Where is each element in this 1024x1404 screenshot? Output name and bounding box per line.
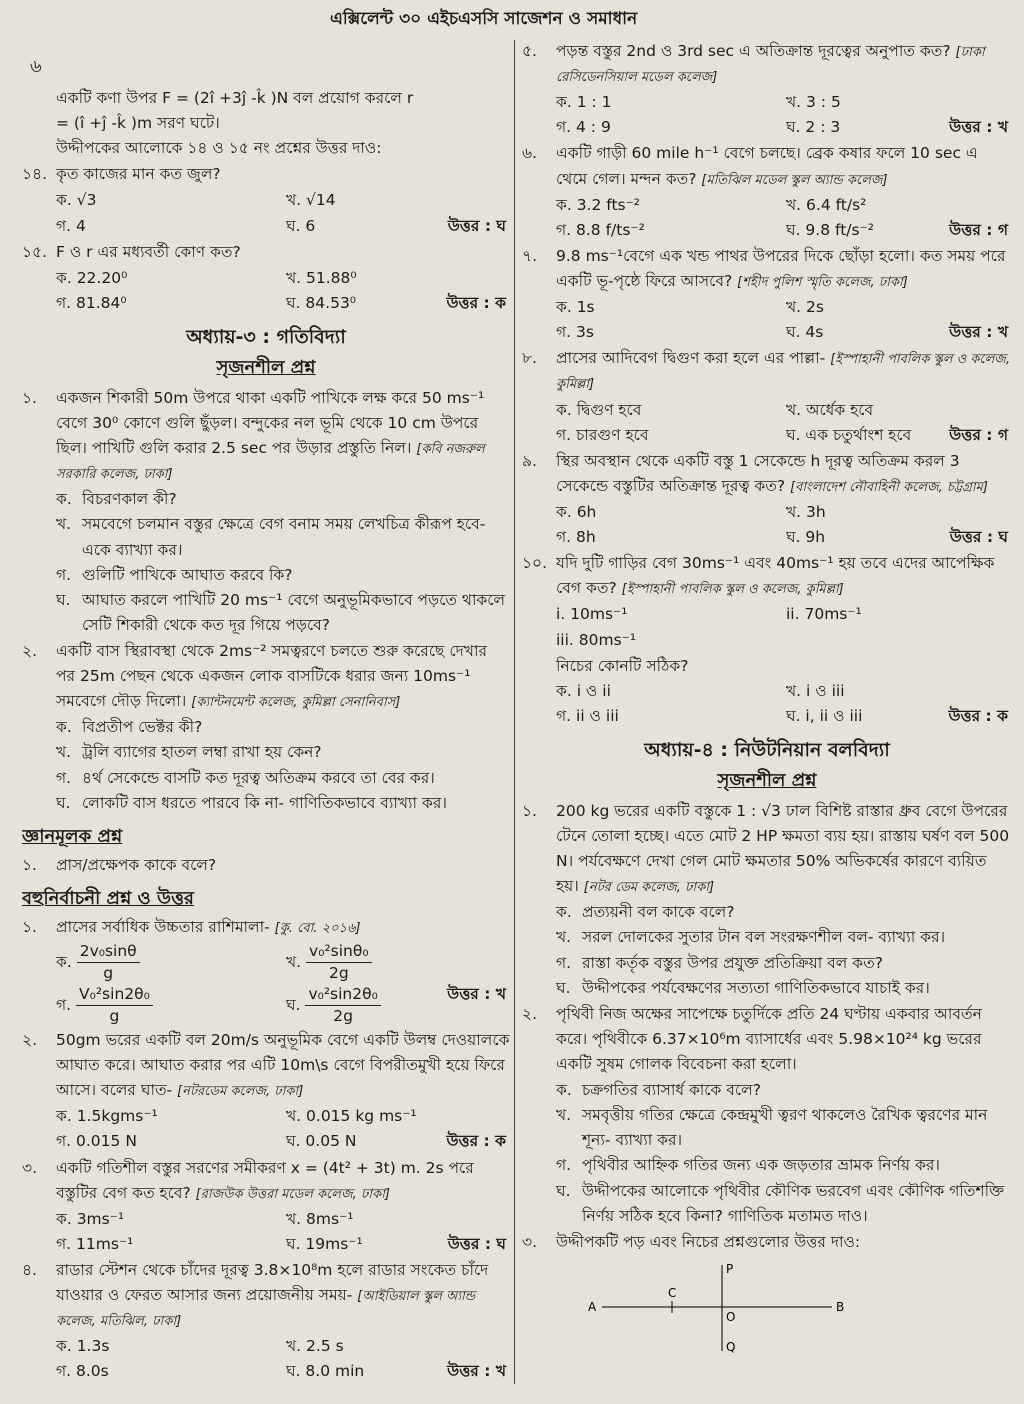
question-text: কৃত কাজের মান কত জুল? [56,165,221,184]
option-d: ঘ. 19ms⁻¹ [286,1234,363,1253]
options-mcq-5 [522,90,1012,140]
option-b: খ. i ও iii [786,681,845,700]
sub-text: সরল দোলকের সুতার টান বল সংরক্ষণশীল বল- ব্যাখ্যা কর। [582,928,946,947]
knowledge-heading: জ্ঞানমূলক প্রশ্ন [22,825,123,847]
sub-label: ঘ. [56,793,71,812]
answer: উত্তর : ক [948,706,1008,725]
sub-label: ক. [56,490,72,509]
question-text: একটি বাস স্থিরাবস্থা থেকে 2ms⁻² সমত্বরণে চলতে শুরু করেছে দেখার পর 25m পেছন থেকে একজন লোক বাসটিকে ধরার জন্য 10ms⁻¹ সমবেগে দৌড় দিলো। [56,642,488,711]
question-text: পড়ন্ত বস্তুর 2nd ও 3rd sec এ অতিক্রান্ত দূরত্বের অনুপাত কত? [556,42,951,60]
question-number: ১০. [522,554,548,573]
answer: উত্তর : ঘ [447,216,506,235]
source: [মতিঝিল মডেল স্কুল অ্যান্ড কলেজ] [701,172,888,188]
label-p: P [726,1261,734,1276]
source: [বাংলাদেশ নৌবাহিনী কলেজ, চট্টগ্রাম] [790,479,988,495]
section-heading: সৃজনশীল প্রশ্ন [216,356,316,378]
question-number: ৬. [522,144,538,163]
label-q: Q [726,1339,736,1354]
source: [ক্যান্টনমেন্ট কলেজ, কুমিল্লা সেনানিবাস] [191,695,401,711]
option-d: ঘ. 9.8 ft/s⁻² [786,220,874,239]
sub-question [22,487,510,512]
option-b: খ. 0.015 kg ms⁻¹ [286,1107,417,1126]
source: [ঢাকা রেসিডেনসিয়াল মডেল কলেজ] [556,45,985,86]
option-b: খ. 51.88⁰ [286,268,357,287]
mcq-8 [522,346,1012,396]
sub-question [522,925,1012,950]
option-d: ঘ. এক চতুর্থাংশ হবে [786,425,912,444]
question-number: ২. [522,1004,538,1023]
creative-question-1 [22,386,510,486]
mcq-3 [22,1156,510,1206]
question-15 [22,240,510,265]
axis-diagram [582,1259,1012,1363]
question-text: একটি গতিশীল বস্তুর সরণের সমীকরণ x = (4t² + 3t) m. 2s পরে বস্তুটির বেগ কত হবে? [56,1158,474,1202]
label-o: O [726,1309,736,1324]
sub-question [22,791,510,816]
stimulus [22,86,510,161]
options-mcq-4 [22,1334,510,1384]
answer: উত্তর : ক [446,1132,506,1151]
option-a: ক. 6h [556,502,597,521]
label-b: B [836,1299,845,1314]
sub-text: রাস্তা কর্তৃক বস্তুর উপর প্রযুক্ত প্রতিক্রিয়া বল কত? [582,953,883,972]
option-a: ক. 1s [556,298,595,317]
options-mcq-9 [522,500,1012,550]
mcq-9 [522,449,1012,499]
source: [কু. বো. ২০১৬] [274,921,361,937]
option-c: গ. 0.015 N [56,1132,137,1151]
question-number: ১. [22,855,37,874]
source: [কবি নজরুল সরকারি কলেজ, ঢাকা] [56,442,485,483]
statement-iii: iii. 80ms⁻¹ [556,630,637,649]
question-text: F ও r এর মধ্যবর্তী কোণ কত? [56,242,241,261]
section-heading: সৃজনশীল প্রশ্ন [717,769,817,791]
sub-label: খ. [56,515,72,534]
sub-label: গ. [56,565,72,584]
option-b: খ. 3 : 5 [786,93,841,112]
option-b: খ. √14 [286,191,336,210]
stimulus-line-1: একটি কণা উপর F = (2î +3ĵ -k̂ )N বল প্রয়োগ করলে r [56,89,414,107]
option-d: ঘ. 6 [286,216,316,235]
statement-i: i. 10ms⁻¹ [556,605,628,624]
page-number: ৬ [30,56,42,77]
options-mcq-7 [522,295,1012,345]
creative-question-1 [522,799,1012,899]
option-c: গ. 8.0s [56,1362,109,1381]
option-a: ক. 3.2 fts⁻² [556,195,641,214]
answer: উত্তর : খ [949,323,1008,342]
options-mcq-8 [522,398,1012,448]
sub-question [522,1179,1012,1229]
sub-question [22,766,510,791]
sub-text: উদ্দীপকের আলোকে পৃথিবীর কৌণিক ভরবেগ এবং কৌণিক গতিশক্তি নির্ণয় সঠিক হবে কিনা? গাণিতিক মতামত দাও। [582,1181,1005,1225]
option-c: গ. 11ms⁻¹ [56,1234,134,1253]
sub-question [522,900,1012,925]
option-b: খ. অর্ধেক হবে [786,400,874,419]
sub-text: বিচরণকাল কী? [82,490,177,509]
sub-label: ঘ. [56,590,71,609]
source: [নটরডেম কলেজ, ঢাকা] [177,1084,304,1100]
option-b: খ. 8ms⁻¹ [286,1209,354,1228]
sub-label: খ. [56,743,72,762]
option-c: গ. 8.8 f/ts⁻² [556,220,645,239]
answer: উত্তর : খ [447,985,506,1004]
sub-text: বিপ্রতীপ ভেক্টর কী? [82,718,203,737]
question-number: ১. [22,918,37,937]
question-text: প্রাস/প্রক্ষেপক কাকে বলে? [56,855,217,874]
option-b: খ. 3h [786,502,826,521]
column-divider [514,40,515,1384]
question-number: ৩. [22,1158,38,1177]
creative-question-2 [522,1002,1012,1077]
sub-text: পৃথিবীর আহ্নিক গতির জন্য এক জড়তার ভ্রামক নির্ণয় কর। [582,1156,940,1175]
option-b: খ. 6.4 ft/s² [786,195,867,214]
sub-question [22,588,510,638]
answer: উত্তর : ঘ [447,1234,506,1253]
answer: উত্তর : ঘ [949,528,1008,547]
option-d: ঘ. 0.05 N [286,1132,357,1151]
sub-question [22,512,510,562]
mcq-10 [522,551,1012,601]
option-a: ক. √3 [56,191,97,210]
option-d: ঘ. i, ii ও iii [786,706,863,725]
mcq-heading: বহুনির্বাচনী প্রশ্ন ও উত্তর [22,888,194,910]
sub-label: ক. [56,718,72,737]
sub-question [522,1103,1012,1153]
option-a: ক. 22.20⁰ [56,268,128,287]
sub-text: আঘাত করলে পাখিটি 20 ms⁻¹ বেগে অনুভূমিকভাবে পড়তে থাকলে সেটি শিকারী থেকে কত দূর গিয়ে পড়বে? [82,590,506,634]
question-number: ৮. [522,349,537,368]
source: [শহীদ পুলিশ স্মৃতি কলেজ, ঢাকা] [737,274,908,290]
sub-label: খ. [556,928,572,947]
option-a: ক. 1.3s [56,1337,110,1356]
question-text: 9.8 ms⁻¹বেগে এক খন্ড পাথর উপরের দিকে ছোঁড়া হলো। কত সময় পরে একটি ভূ-পৃষ্ঠে ফিরে আসবে? [556,246,1006,290]
creative-question-3 [522,1230,1012,1255]
question-text: উদ্দীপকটি পড় এবং নিচের প্রশ্নগুলোর উত্তর দাও: [556,1232,861,1251]
source: [ইস্পাহানী পাবলিক স্কুল ও কলেজ, কুমিল্লা] [621,582,844,598]
source: [ইস্পাহানী পাবলিক স্কুল ও কলেজ, কুমিল্লা] [556,352,1011,393]
statements-mcq-10 [522,602,1012,652]
mcq-4 [22,1258,510,1333]
question-text: 50gm ভরের একটি বল 20m/s অনুভূমিক বেগে একটি উলম্ব দেওয়ালকে আঘাত করে। আঘাত করার পর এটি 10m\s বেগে বিপরীতমুখী হয়ে ফিরে আসে। বলের ঘাত- [56,1030,510,1100]
question-text: রাডার স্টেশন থেকে চাঁদের দূরত্ব 3.8×10⁸m হলে রাডার সংকেত চাঁদে যাওয়ার ও ফেরত আসার জন্য প্রয়োজনীয় সময়- [56,1260,489,1305]
question-number: ১. [22,388,37,407]
question-number: ৫. [522,42,537,60]
option-d: ঘ. 8.0 min [286,1362,365,1381]
option-d: ঘ. $\frac{\text{v₀²sin2θ₀}}{2g}$ [286,984,447,1027]
label-a: A [588,1299,597,1314]
chapter-heading: অধ্যায়-৪ : নিউটনিয়ান বলবিদ্যা [644,738,890,761]
sub-text: সমবেগে চলমান বস্তুর ক্ষেত্রে বেগ বনাম সময় লেখচিত্র কীরূপ হবে- একে ব্যাখ্যা কর। [82,515,486,559]
question-text: 200 kg ভরের একটি বস্তুকে 1 : √3 ঢাল বিশিষ্ট রাস্তার ধ্রুব বেগে উপরের টেনে তোলা হচ্ছে। এতে মোট 2 HP ক্ষমতা ব্যয় হয়। রাস্তায় ঘর্ষণ বল 500 N। পর্যবেক্ষণে দেখা গেল মোট ক্ষমতার 50% অভিকর্ষের কারণে ব্যয়িত হয়। [556,801,1010,896]
question-text: যদি দুটি গাড়ির বেগ 30ms⁻¹ এবং 40ms⁻¹ হয় তবে এদের আপেক্ষিক বেগ কত? [556,554,995,598]
sub-question [522,951,1012,976]
sub-label: গ. [556,1156,572,1175]
question-number: ২. [22,1030,38,1049]
question-text: স্থির অবস্থান থেকে একটি বস্তু 1 সেকেন্ডে h দূরত্ব অতিক্রম করল 3 সেকেন্ডে বস্তুটির অতিক্রান্ত দূরত্ব কত? [556,451,960,495]
option-c: গ. চারগুণ হবে [556,425,649,444]
option-a: ক. $\frac{\text{2v₀sinθ}}{g}$ [56,941,286,984]
sub-text: উদ্দীপকের পর্যবেক্ষণের সত্যতা গাণিতিকভাবে যাচাই কর। [582,978,930,997]
source: [রাজউক উত্তরা মডেল কলেজ, ঢাকা] [195,1186,390,1202]
diagram-svg [582,1259,862,1355]
option-c: গ. 3s [556,323,594,342]
option-c: গ. 4 [56,216,86,235]
option-c: গ. $\frac{\text{V₀²sin2θ₀}}{g}$ [56,984,286,1027]
options-mcq-2 [22,1104,510,1154]
sub-label: গ. [56,768,72,787]
page-header: এক্সিলেন্ট ৩০ এইচএসসি সাজেশন ও সমাধান [330,9,638,29]
sub-label: ঘ. [556,1181,571,1200]
answer: উত্তর : গ [949,425,1008,444]
sub-text: চক্রগতির ব্যাসার্ধ কাকে বলে? [582,1081,761,1100]
question-number: ৪. [22,1260,37,1279]
question-number: ৯. [522,451,537,470]
statement-ii: ii. 70ms⁻¹ [786,605,862,624]
mcq-5 [522,39,1012,89]
options-15 [22,266,510,316]
sub-question [22,563,510,588]
option-d: ঘ. 2 : 3 [786,118,841,137]
question-number: ৭. [522,246,538,265]
question-number: ২. [22,642,38,660]
sub-label: ক. [556,1081,572,1100]
chapter-heading: অধ্যায়-৩ : গতিবিদ্যা [186,325,346,348]
sub-label: গ. [556,953,572,972]
sub-label: ঘ. [556,978,571,997]
left-column [22,46,510,1394]
question-number: ১৪. [22,165,48,184]
sub-question [22,715,510,740]
question-number: ৩. [522,1232,538,1251]
question-number: ১৫. [22,242,48,261]
question-text: পৃথিবী নিজ অক্ষের সাপেক্ষে চতুর্দিকে প্রতি 24 ঘণ্টায় একবার আবর্তন করে। পৃথিবীকে 6.37×10⁶m ব্যাসার্ধের এবং 5.98×10²⁴ kg ভরের একটি সুষম গোলক বিবেচনা করা হলো। [556,1004,982,1073]
option-b: খ. 2s [786,298,824,317]
option-c: গ. 8h [556,528,596,547]
creative-question-2 [22,639,510,714]
option-a: ক. 1.5kgms⁻¹ [56,1107,158,1126]
option-b: খ. 2.5 s [286,1337,344,1356]
question-number: ১. [522,801,537,820]
knowledge-question-1 [22,853,510,878]
option-c: গ. 4 : 9 [556,118,611,137]
source: [আইডিয়াল স্কুল অ্যান্ড কলেজ, মতিঝিল, ঢাকা] [56,1289,476,1330]
answer: উত্তর : গ [949,220,1008,239]
option-a: ক. i ও ii [556,681,611,700]
sub-text: প্রত্যয়নী বল কাকে বলে? [582,903,735,922]
answer: উত্তর : খ [949,118,1008,137]
options-mcq-3 [22,1207,510,1257]
question-text: প্রাসের আদিবেগ দ্বিগুণ করা হলে এর পাল্লা- [556,349,826,368]
sub-question [522,976,1012,1001]
sub-text: ট্রলি ব্যাগের হাতল লম্বা রাখা হয় কেন? [82,743,322,762]
mcq-6 [522,141,1012,191]
option-d: ঘ. 84.53⁰ [286,293,357,312]
option-a: ক. 3ms⁻¹ [56,1209,125,1228]
sub-question [522,1078,1012,1103]
option-c: গ. 81.84⁰ [56,293,127,312]
label-c: C [668,1285,677,1300]
sub-text: লোকটি বাস ধরতে পারবে কি না- গাণিতিকভাবে ব্যাখ্যা কর। [82,793,447,812]
options-mcq-6 [522,193,1012,243]
answer: উত্তর : খ [447,1362,506,1381]
options-mcq-10 [522,679,1012,729]
source: [নটর ডেম কলেজ, ঢাকা] [583,880,715,896]
sub-question [522,1153,1012,1178]
question-text: একটি গাড়ী 60 mile h⁻¹ বেগে চলছে। ব্রেক কষার ফলে 10 sec এ থেমে গেল। মন্দন কত? [556,144,978,188]
sub-text: গুলিটি পাখিকে আঘাত করবে কি? [82,565,293,584]
sub-text: সমবৃত্তীয় গতির ক্ষেত্রে কেন্দ্রমুখী ত্বরণ থাকলেও রৈখিক ত্বরণের মান শূন্য- ব্যাখ্যা কর। [582,1106,988,1150]
stimulus-line-3: উদ্দীপকের আলোকে ১৪ ও ১৫ নং প্রশ্নের উত্তর দাও: [56,139,382,158]
stimulus-line-2: = (î +ĵ -k̂ )m সরণ ঘটে। [56,114,220,133]
answer: উত্তর : ক [446,293,506,312]
option-b: খ. $\frac{\text{v₀²sinθ₀}}{2g}$ [286,941,447,984]
mcq-7 [522,244,1012,294]
question-text: প্রাসের সর্বাধিক উচ্চতার রাশিমালা- [56,918,270,937]
option-a: ক. দ্বিগুণ হবে [556,400,642,419]
sub-label: খ. [556,1106,572,1125]
options-mcq-1 [22,941,510,1027]
sub-question [22,740,510,765]
option-a: ক. 1 : 1 [556,93,612,112]
option-d: ঘ. 9h [786,528,826,547]
option-d: ঘ. 4s [786,323,824,342]
question-14 [22,162,510,187]
options-14 [22,188,510,238]
sub-label: ক. [556,903,572,922]
which-correct: নিচের কোনটি সঠিক? [556,656,689,675]
mcq-1 [22,915,510,940]
mcq-2 [22,1028,510,1103]
right-column [522,38,1012,1394]
question-text: একজন শিকারী 50m উপরে থাকা একটি পাখিকে লক্ষ করে 50 ms⁻¹ বেগে 30⁰ কোণে গুলি ছুঁড়ল। বন্দুকের নল ভূমি থেকে 10 cm উপরে ছিল। পাখিটি গুলি করার 2.5 sec পর উড়ার প্রস্তুতি নিল। [56,388,485,458]
sub-text: ৪র্থ সেকেন্ডে বাসটি কত দূরত্ব অতিক্রম করবে তা বের কর। [82,768,435,787]
option-c: গ. ii ও iii [556,706,619,725]
